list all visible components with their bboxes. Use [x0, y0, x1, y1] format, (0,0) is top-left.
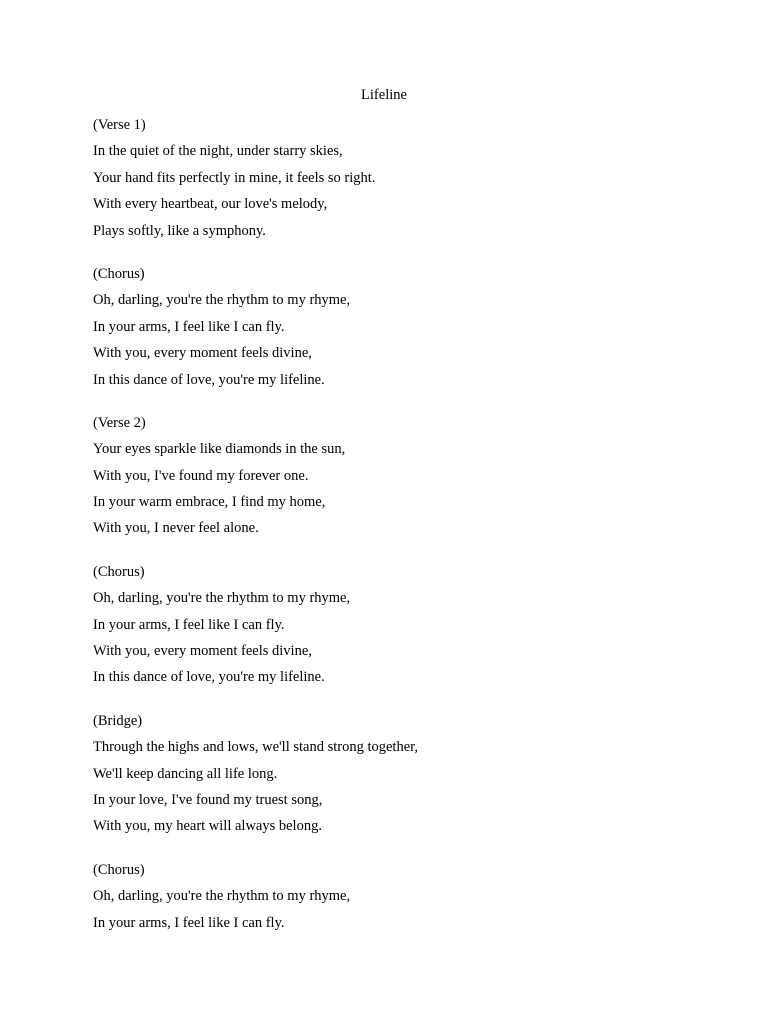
section-chorus-3: [93, 857, 713, 936]
lyric-line: With you, my heart will always belong.: [93, 818, 322, 835]
lyric-line: With every heartbeat, our love's melody,: [93, 196, 328, 213]
section-verse-1: [93, 112, 713, 244]
lyric-line: In your arms, I feel like I can fly.: [93, 914, 285, 931]
lyric-line: In your arms, I feel like I can fly.: [93, 616, 285, 633]
lyric-line: In this dance of love, you're my lifeline.: [93, 669, 325, 686]
section-heading: (Chorus): [93, 861, 145, 878]
lyric-line: In your warm embrace, I find my home,: [93, 494, 326, 511]
lyric-line: With you, every moment feels divine,: [93, 643, 312, 660]
lyric-line: Your eyes sparkle like diamonds in the sun,: [93, 441, 346, 458]
lyrics-body: [93, 112, 713, 953]
lyric-line: With you, I've found my forever one.: [93, 467, 309, 484]
section-bridge: [93, 708, 713, 840]
lyric-line: We'll keep dancing all life long.: [93, 765, 278, 782]
lyric-line: In this dance of love, you're my lifeline.: [93, 371, 325, 388]
lyric-line: With you, I never feel alone.: [93, 520, 259, 537]
section-verse-2: [93, 410, 713, 542]
lyric-line: Oh, darling, you're the rhythm to my rhyme,: [93, 888, 351, 905]
section-heading: (Bridge): [93, 712, 143, 729]
section-chorus-2: [93, 559, 713, 691]
section-heading: (Verse 2): [93, 414, 146, 431]
lyric-line: In the quiet of the night, under starry skies,: [93, 143, 343, 160]
lyric-line: Plays softly, like a symphony.: [93, 222, 266, 239]
document-title: Lifeline: [361, 87, 407, 103]
section-heading: (Chorus): [93, 265, 145, 282]
lyric-line: Oh, darling, you're the rhythm to my rhyme,: [93, 590, 351, 607]
lyric-line: Through the highs and lows, we'll stand strong together,: [93, 739, 419, 756]
lyric-line: In your love, I've found my truest song,: [93, 791, 323, 808]
section-heading: (Chorus): [93, 563, 145, 580]
lyric-line: Oh, darling, you're the rhythm to my rhyme,: [93, 292, 351, 309]
section-heading: (Verse 1): [93, 117, 146, 133]
lyric-line: Your hand fits perfectly in mine, it feels so right.: [93, 169, 376, 186]
section-chorus-1: [93, 261, 713, 393]
lyric-line: With you, every moment feels divine,: [93, 345, 312, 362]
lyric-line: In your arms, I feel like I can fly.: [93, 318, 285, 335]
